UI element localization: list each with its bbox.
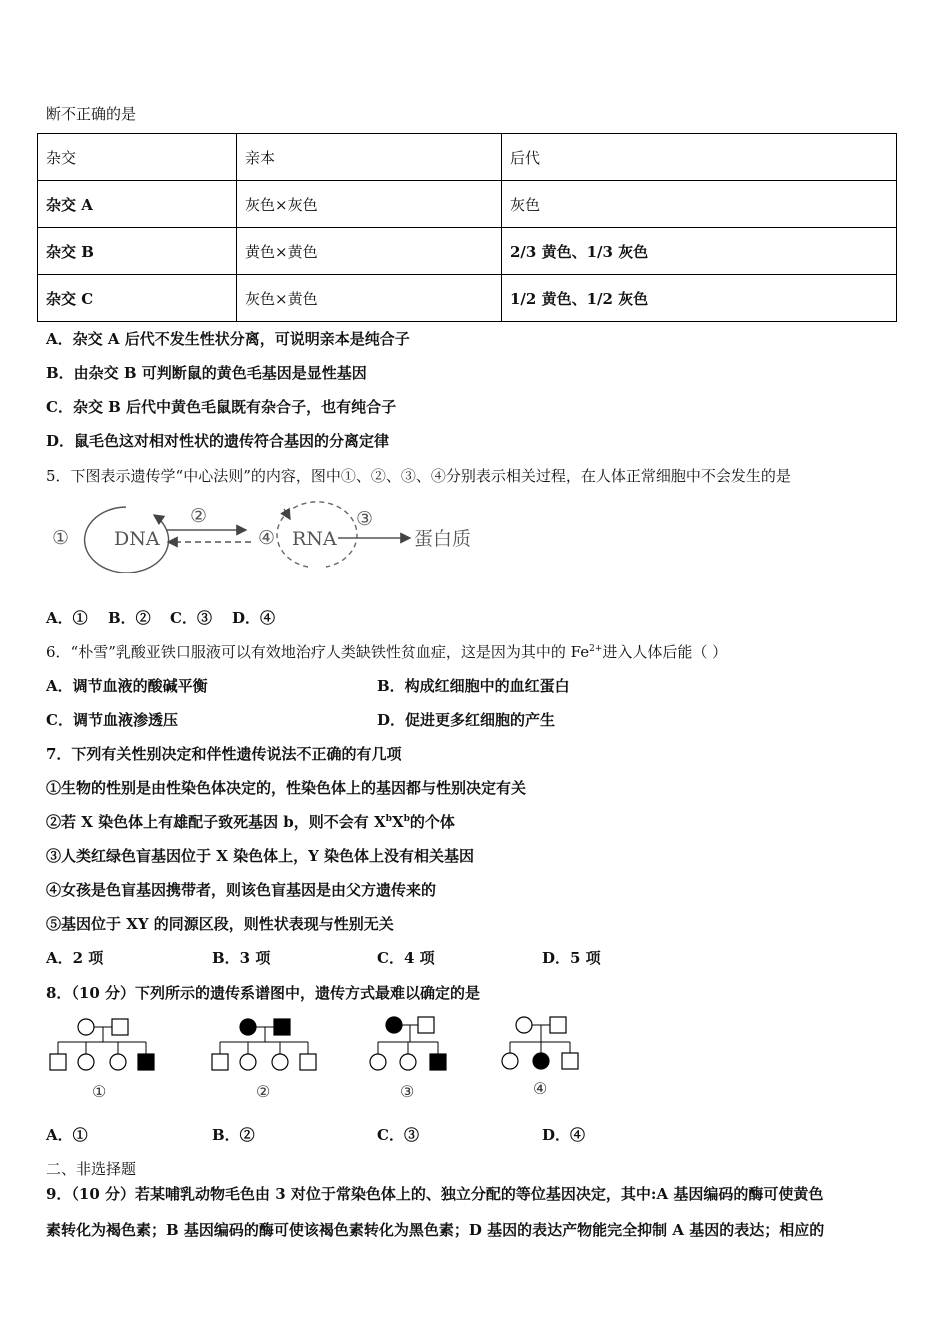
q6-stem [46, 641, 727, 662]
q7-statement-4: ④女孩是色盲基因携带者，则该色盲基因是由父方遗传来的 [46, 881, 437, 899]
q9-line-2: 素转化为褐色素；B 基因编码的酶可使该褐色素转化为黑色素；D 基因的表达产物能完全抑制 A 基因的表达；相应的 [46, 1221, 825, 1239]
female-unaffected [516, 1017, 532, 1033]
q4-option-d: D．鼠毛色这对相对性状的遗传符合基因的分离定律 [46, 432, 390, 450]
table-header-cell: 亲本 [237, 134, 502, 181]
q9-line-1: 9．（10 分）若某哺乳动物毛色由 3 对位于常染色体上的、独立分配的等位基因决定，其中:A 基因编码的酶可使黄色 [46, 1185, 824, 1203]
male-unaffected [562, 1053, 578, 1069]
table-row [38, 275, 897, 322]
male-unaffected [50, 1054, 66, 1070]
q6-stem-pre: 6．“朴雪”乳酸亚铁口服液可以有效地治疗人类缺铁性贫血症，这是因为其中的 Fe [46, 643, 590, 661]
q7-stem: 7．下列有关性别决定和伴性遗传说法不正确的有几项 [46, 745, 402, 763]
q5-option-c: C．③ [170, 609, 212, 627]
table-cell: 黄色×黄色 [237, 228, 502, 275]
q5-stem: 5．下图表示遗传学“中心法则”的内容，图中①、②、③、④分别表示相关过程，在人体正常细胞中不会发生的是 [46, 467, 791, 485]
male-unaffected [550, 1017, 566, 1033]
female-unaffected [78, 1019, 94, 1035]
q6-stem-sup: 2+ [589, 644, 603, 654]
table-cell: 1/2 黄色、1/2 灰色 [502, 275, 897, 322]
q7-s2-sup2: b [403, 814, 410, 824]
pedigree-label: ③ [400, 1082, 415, 1101]
male-unaffected [112, 1019, 128, 1035]
male-affected [430, 1054, 446, 1070]
q7-s2-sup1: b [385, 814, 392, 824]
table-cell: 灰色×灰色 [237, 181, 502, 228]
q7-option-c: C．4 项 [377, 949, 435, 967]
q6-option-c: C．调节血液渗透压 [46, 711, 178, 729]
label-n2: ② [190, 505, 208, 527]
label-protein: 蛋白质 [414, 528, 472, 550]
table-header-cell: 杂交 [38, 134, 237, 181]
female-unaffected [400, 1054, 416, 1070]
male-unaffected [300, 1054, 316, 1070]
q7-statement-2 [46, 811, 455, 832]
q6-option-b: B．构成红细胞中的血红蛋白 [377, 677, 570, 695]
q4-option-a: A．杂交 A 后代不发生性状分离，可说明亲本是纯合子 [46, 330, 410, 348]
q5-option-b: B．② [108, 609, 151, 627]
q5-option-d: D．④ [232, 609, 276, 627]
central-dogma-diagram [46, 497, 486, 573]
male-affected [138, 1054, 154, 1070]
q8-option-d: D．④ [542, 1126, 586, 1144]
cross-table [37, 133, 897, 322]
q8-option-b: B．② [212, 1126, 255, 1144]
q7-s2-pre: ②若 X 染色体上有雄配子致死基因 b，则不会有 X [46, 813, 386, 831]
table-cell: 杂交 A [38, 181, 237, 228]
intro-text: 断不正确的是 [46, 105, 137, 123]
pedigree-label: ② [256, 1082, 271, 1101]
table-cell: 灰色×黄色 [237, 275, 502, 322]
label-rna: RNA [292, 528, 337, 550]
q7-option-a: A．2 项 [46, 949, 104, 967]
q4-option-b: B．由杂交 B 可判断鼠的黄色毛基因是显性基因 [46, 364, 367, 382]
table-header-row [38, 134, 897, 181]
table-row [38, 228, 897, 275]
male-unaffected [212, 1054, 228, 1070]
section-heading: 二、非选择题 [46, 1160, 137, 1178]
pedigree-3 [366, 1012, 456, 1104]
q5-option-a: A．① [46, 609, 88, 627]
table-header-cell: 后代 [502, 134, 897, 181]
table-cell: 杂交 B [38, 228, 237, 275]
table-cell: 灰色 [502, 181, 897, 228]
q6-option-d: D．促进更多红细胞的产生 [377, 711, 556, 729]
table-cell: 2/3 黄色、1/3 灰色 [502, 228, 897, 275]
female-unaffected [502, 1053, 518, 1069]
q7-option-b: B．3 项 [212, 949, 271, 967]
q7-statement-1: ①生物的性别是由性染色体决定的，性染色体上的基因都与性别决定有关 [46, 779, 527, 797]
q7-s2-mid: X [391, 813, 404, 831]
pedigree-label: ④ [533, 1079, 548, 1098]
label-dna: DNA [114, 528, 160, 550]
q6-option-a: A．调节血液的酸碱平衡 [46, 677, 208, 695]
table-cell: 杂交 C [38, 275, 237, 322]
q7-s2-post: 的个体 [409, 813, 455, 831]
q7-statement-3: ③人类红绿色盲基因位于 X 染色体上，Y 染色体上没有相关基因 [46, 847, 475, 865]
male-unaffected [418, 1017, 434, 1033]
q8-option-c: C．③ [377, 1126, 419, 1144]
female-affected [533, 1053, 549, 1069]
q4-option-c: C．杂交 B 后代中黄色毛鼠既有杂合子，也有纯合子 [46, 398, 397, 416]
female-unaffected [240, 1054, 256, 1070]
pedigree-1 [46, 1012, 162, 1104]
q8-option-a: A．① [46, 1126, 88, 1144]
pedigree-label: ① [92, 1082, 107, 1101]
female-unaffected [272, 1054, 288, 1070]
q6-stem-post: 进入人体后能（ ） [602, 643, 728, 661]
female-unaffected [370, 1054, 386, 1070]
pedigree-4 [500, 1010, 590, 1102]
q7-option-d: D．5 项 [542, 949, 601, 967]
table-row [38, 181, 897, 228]
female-unaffected [110, 1054, 126, 1070]
label-n4: ④ [258, 527, 276, 549]
q7-statement-5: ⑤基因位于 XY 的同源区段，则性状表现与性别无关 [46, 915, 394, 933]
label-n3: ③ [356, 508, 374, 530]
female-unaffected [78, 1054, 94, 1070]
female-affected [240, 1019, 256, 1035]
pedigree-2 [208, 1012, 324, 1104]
q8-stem: 8．（10 分）下列所示的遗传系谱图中，遗传方式最难以确定的是 [46, 984, 481, 1002]
female-affected [386, 1017, 402, 1033]
label-n1: ① [52, 527, 70, 549]
male-affected [274, 1019, 290, 1035]
